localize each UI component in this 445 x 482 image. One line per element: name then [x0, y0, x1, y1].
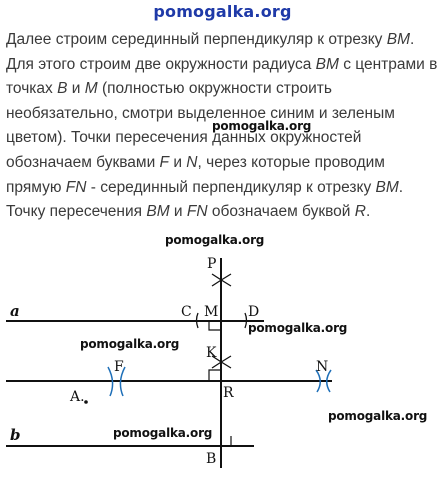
math-r: R — [354, 203, 366, 221]
label-f: F — [114, 359, 124, 375]
math-bm: BM — [315, 55, 339, 73]
math-m: M — [84, 80, 98, 98]
point-a-dot — [84, 400, 88, 404]
label-line-a: a — [10, 302, 20, 320]
paragraph-segment: (полностью окружности строить необязательно, смотри выделенное синим и зеленым цветом). Точки пересечения данных окружностей обозначаем буквами — [6, 80, 395, 171]
paragraph-segment: обозначаем буквой — [207, 203, 355, 221]
math-fn: FN — [65, 178, 87, 196]
math-b: B — [57, 80, 68, 98]
paragraph-segment: , через которые проводим прямую — [6, 153, 385, 196]
math-n: N — [186, 153, 198, 171]
paragraph-segment: и — [67, 80, 85, 98]
math-bm: BM — [386, 31, 410, 48]
watermark-left-mid: pomogalka.org — [80, 337, 180, 351]
paragraph-segment: - серединный перпендикуляр к отрезку — [86, 178, 376, 196]
right-angle-b — [221, 436, 231, 446]
paragraph-segment: . Для этого строим две окружности радиуса — [6, 31, 415, 73]
watermark-right-d: pomogalka.org — [248, 321, 348, 335]
math-bm: BM — [375, 178, 399, 196]
math-bm: BM — [146, 203, 170, 221]
label-k: K — [206, 345, 217, 361]
label-d: D — [248, 304, 260, 320]
site-header: pomogalka.org — [153, 2, 292, 21]
paragraph-segment: . — [365, 203, 371, 221]
label-m: M — [204, 304, 219, 320]
label-p: P — [207, 256, 217, 272]
paragraph-segment: Далее строим серединный перпендикуляр к отрезку — [6, 31, 387, 48]
label-c: C — [181, 304, 192, 320]
math-f: F — [159, 153, 170, 171]
watermark-bottom-right: pomogalka.org — [328, 409, 428, 423]
right-angle-m — [209, 321, 221, 330]
math-fn: FN — [186, 203, 208, 221]
paragraph-segment: и — [169, 203, 187, 221]
paragraph-segment: с центрами в точках — [6, 55, 438, 98]
label-b: B — [206, 451, 217, 467]
label-r: R — [223, 385, 234, 401]
label-line-b: b — [10, 426, 21, 444]
label-n: N — [316, 359, 329, 375]
label-a-point: A. — [70, 389, 85, 405]
watermark-text: pomogalka.org — [212, 119, 312, 133]
paragraph-segment: . Точку пересечения — [6, 178, 404, 221]
right-angle-r — [209, 370, 221, 381]
paragraph-segment: и — [169, 153, 187, 171]
watermark-bottom-mid: pomogalka.org — [113, 426, 213, 440]
watermark-figure-top: pomogalka.org — [165, 233, 265, 247]
